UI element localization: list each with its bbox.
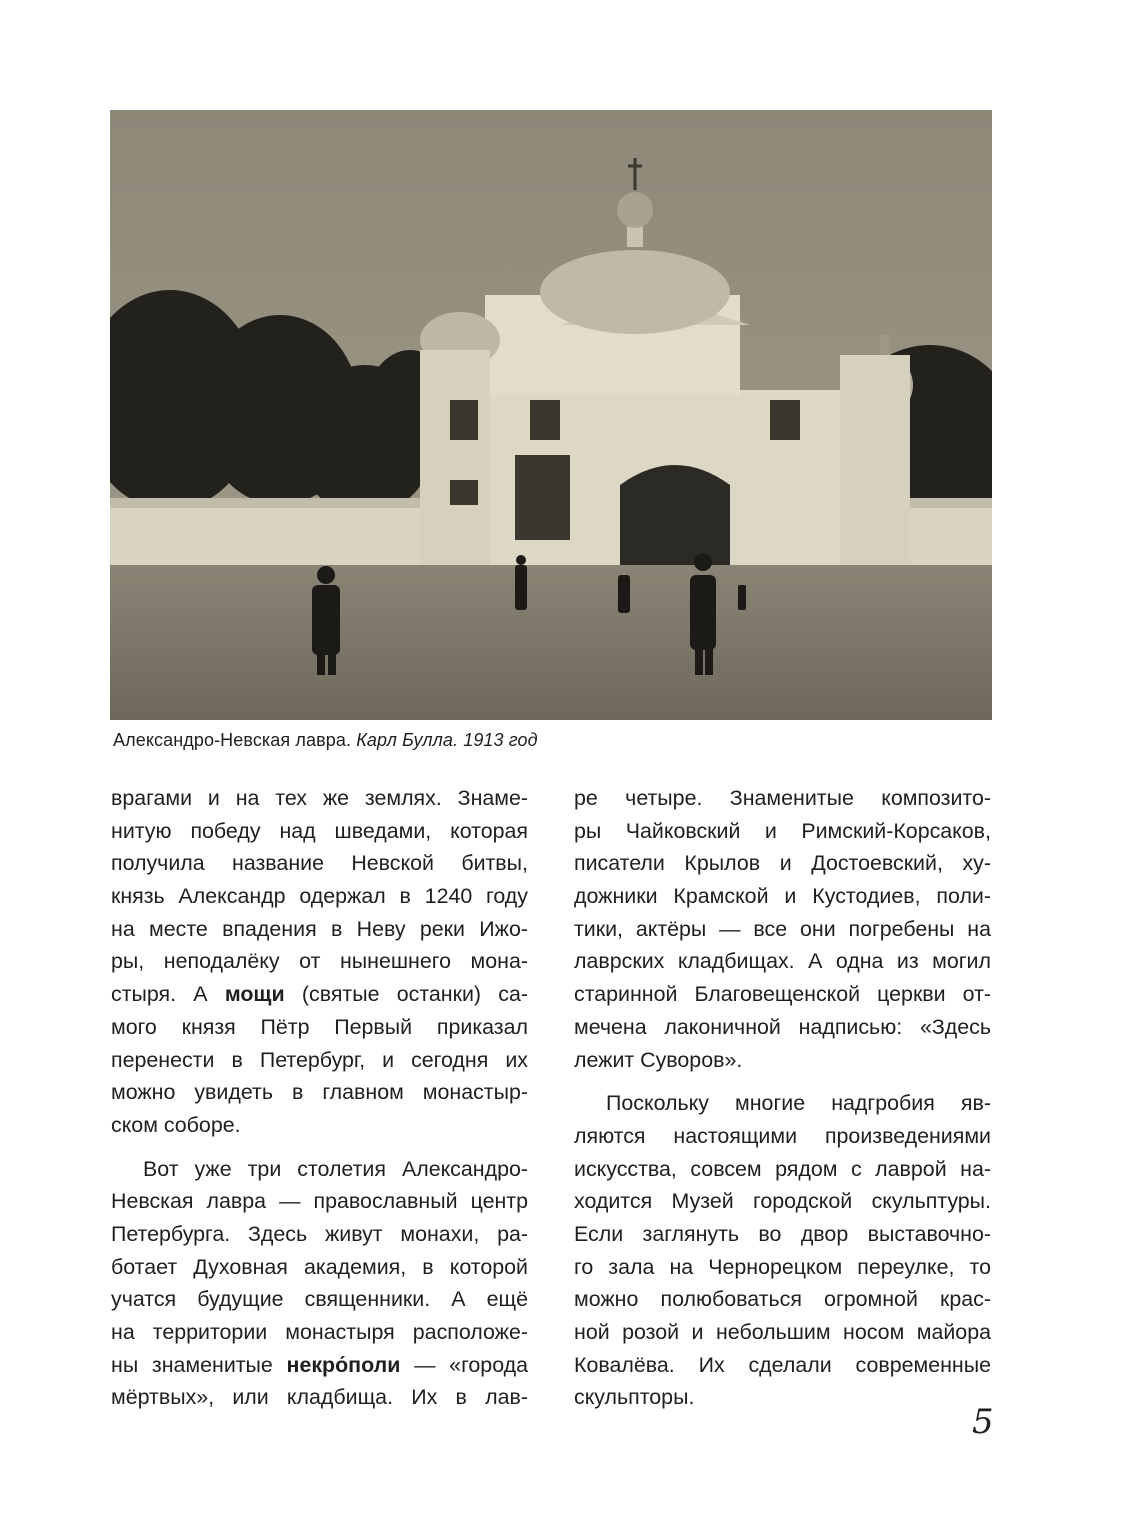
text-fragment: стыря. А xyxy=(111,982,225,1007)
bold-term: мощи xyxy=(224,982,285,1007)
text-line: скульпторы. xyxy=(574,1385,695,1410)
text-line: Невская лавра — православный центр xyxy=(111,1189,528,1214)
text-line: князь Александр одержал в 1240 году xyxy=(111,884,528,909)
text-fragment: ны знаменитые xyxy=(111,1352,287,1377)
text-line: ре четыре. Знаменитые композито- xyxy=(574,786,991,810)
text-line: лаврских кладбищах. А одна из могил xyxy=(574,949,991,974)
text-line: ском соборе. xyxy=(111,1112,241,1137)
bold-term: некро́поли xyxy=(286,1352,401,1377)
text-column-left xyxy=(111,782,528,1414)
text-line: Петербурга. Здесь живут монахи, ра- xyxy=(111,1221,528,1246)
text-line: лежит Суворов». xyxy=(574,1047,743,1072)
text-line: учатся будущие священники. А ещё xyxy=(111,1287,528,1312)
text-line: искусства, совсем рядом с лаврой на- xyxy=(574,1156,991,1181)
text-fragment: — «города xyxy=(400,1352,528,1377)
text-line: можно увидеть в главном монастыр- xyxy=(111,1080,528,1105)
text-line: нитую победу над шведами, которая xyxy=(111,818,528,843)
text-line: на территории монастыря расположе- xyxy=(111,1320,528,1344)
text-line: ходится Музей городской скульптуры. xyxy=(574,1189,991,1214)
text-line: ной розой и небольшим носом майора xyxy=(574,1320,991,1344)
text-line xyxy=(111,1349,528,1382)
text-line: ляются настоящими произведениями xyxy=(574,1123,991,1148)
text-line: ры Чайковский и Римский-Корсаков, xyxy=(574,818,991,843)
lavra-photograph xyxy=(110,110,992,720)
caption-credit: Карл Булла. 1913 год xyxy=(356,730,538,750)
page-number: 5 xyxy=(972,1402,994,1442)
text-line: ботает Духовная академия, в которой xyxy=(111,1254,528,1279)
text-line: врагами и на тех же землях. Знаме- xyxy=(111,786,528,810)
text-line: тики, актёры — все они погребены на xyxy=(574,916,991,941)
text-line: старинной Благовещенской церкви от- xyxy=(574,982,991,1007)
text-line: мёртвых», или кладбища. Их в лав- xyxy=(111,1385,528,1410)
text-line: получила название Невской битвы, xyxy=(111,851,528,876)
text-line: мого князя Пётр Первый приказал xyxy=(111,1014,528,1039)
text-line: на месте впадения в Неву реки Ижо- xyxy=(111,916,528,941)
text-line: Вот уже три столетия Александро- xyxy=(143,1156,528,1181)
text-line: Если заглянуть во двор выставочно- xyxy=(574,1221,991,1246)
text-line xyxy=(111,978,528,1011)
text-line: ры, неподалёку от нынешнего мона- xyxy=(111,949,528,974)
text-line: го зала на Чернорецком переулке, то xyxy=(574,1254,991,1279)
text-line: писатели Крылов и Достоевский, ху- xyxy=(574,851,991,876)
text-line: можно полюбоваться огромной крас- xyxy=(574,1287,991,1312)
text-line: Ковалёва. Их сделали современные xyxy=(574,1352,991,1377)
text-line: Поскольку многие надгробия яв- xyxy=(606,1091,991,1116)
text-line: мечена лаконичной надписью: «Здесь xyxy=(574,1014,991,1039)
caption-title: Александро-Невская лавра. xyxy=(113,730,352,750)
text-fragment: (святые останки) са- xyxy=(284,982,528,1007)
text-line: перенести в Петербург, и сегодня их xyxy=(111,1047,528,1072)
text-line: дожники Крамской и Кустодиев, поли- xyxy=(574,884,991,909)
text-column-right xyxy=(574,782,991,1414)
photo-caption xyxy=(113,730,538,751)
